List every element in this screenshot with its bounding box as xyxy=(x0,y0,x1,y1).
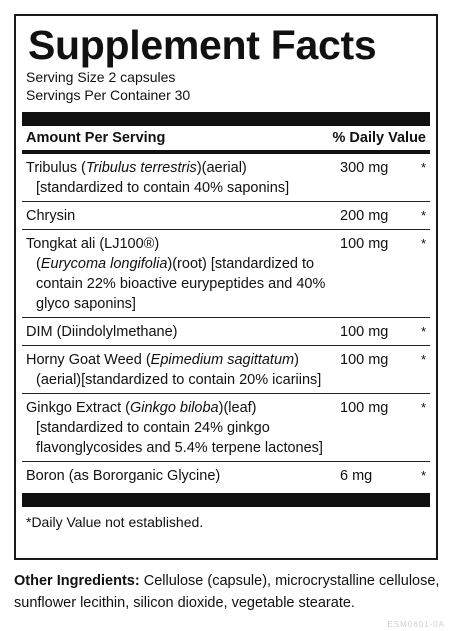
other-ingredients-text: Cellulose (capsule), microcrystalline cellulose, sunflower lecithin, silicon dioxide, vegetable stearate. xyxy=(14,573,440,611)
amount-per-serving-label: Amount Per Serving xyxy=(26,130,166,146)
table-row xyxy=(22,202,430,230)
ingredient-detail: (Eurycoma longifolia)(root) [standardized to contain 22% bioactive eurypeptides and 40% glyco saponins] xyxy=(36,256,326,312)
daily-value-label: % Daily Value xyxy=(332,130,426,146)
table-row xyxy=(22,154,430,202)
ingredient-dv: * xyxy=(420,352,426,367)
ingredient-name: DIM (Diindolylmethane) xyxy=(26,324,178,340)
ingredient-dv: * xyxy=(420,160,426,175)
table-row xyxy=(22,462,430,489)
ingredient-amount: 100 mg xyxy=(340,236,389,252)
serving-size: Serving Size 2 capsules xyxy=(26,69,176,85)
divider-thick xyxy=(22,112,430,126)
ingredient-amount: 200 mg xyxy=(340,208,389,224)
ingredient-dv: * xyxy=(420,236,426,251)
ingredient-amount: 100 mg xyxy=(340,324,389,340)
ingredient-name: Ginkgo Extract (Ginkgo biloba)(leaf) [standardized to contain 24% ginkgo flavonglycosides and 5.4% terpene lactones] xyxy=(26,398,340,458)
table-row xyxy=(22,230,430,318)
ingredient-detail: (aerial)[standardized to contain 20% icariins] xyxy=(36,372,322,388)
ingredient-name: Tribulus (Tribulus terrestris)(aerial) [standardized to contain 40% saponins] xyxy=(26,158,340,198)
ingredient-amount: 300 mg xyxy=(340,160,389,176)
ingredient-name: Chrysin xyxy=(26,208,76,224)
servings-per-container: Servings Per Container 30 xyxy=(26,87,191,103)
ingredient-amount: 6 mg xyxy=(340,468,373,484)
ingredient-amount: 100 mg xyxy=(340,400,389,416)
ingredient-dv: * xyxy=(420,208,426,223)
divider-bottom xyxy=(22,493,430,507)
ingredient-detail: [standardized to contain 24% ginkgo flavonglycosides and 5.4% terpene lactones] xyxy=(36,420,323,456)
footnote: *Daily Value not established. xyxy=(26,514,204,530)
ingredient-name: Boron (as Bororganic Glycine) xyxy=(26,468,221,484)
ingredient-dv: * xyxy=(420,324,426,339)
table-header xyxy=(22,126,430,154)
table-row xyxy=(22,346,430,394)
supplement-facts-panel xyxy=(14,14,438,560)
watermark: ESM0601-0A xyxy=(387,620,445,629)
panel-title: Supplement Facts xyxy=(28,22,377,68)
ingredient-name: Horny Goat Weed (Epimedium sagittatum) (aerial)[standardized to contain 20% icariins] xyxy=(26,350,340,390)
ingredient-name: Tongkat ali (LJ100®) (Eurycoma longifolia)(root) [standardized to contain 22% bioactive eurypeptides and 40% glyco saponins] xyxy=(26,234,340,314)
table-row xyxy=(22,318,430,346)
table-row xyxy=(22,394,430,462)
other-ingredients xyxy=(14,570,444,614)
ingredient-amount: 100 mg xyxy=(340,352,389,368)
other-ingredients-label: Other Ingredients: xyxy=(14,573,140,589)
ingredient-dv: * xyxy=(420,400,426,415)
ingredient-dv: * xyxy=(420,468,426,483)
ingredient-detail: [standardized to contain 40% saponins] xyxy=(36,180,290,196)
